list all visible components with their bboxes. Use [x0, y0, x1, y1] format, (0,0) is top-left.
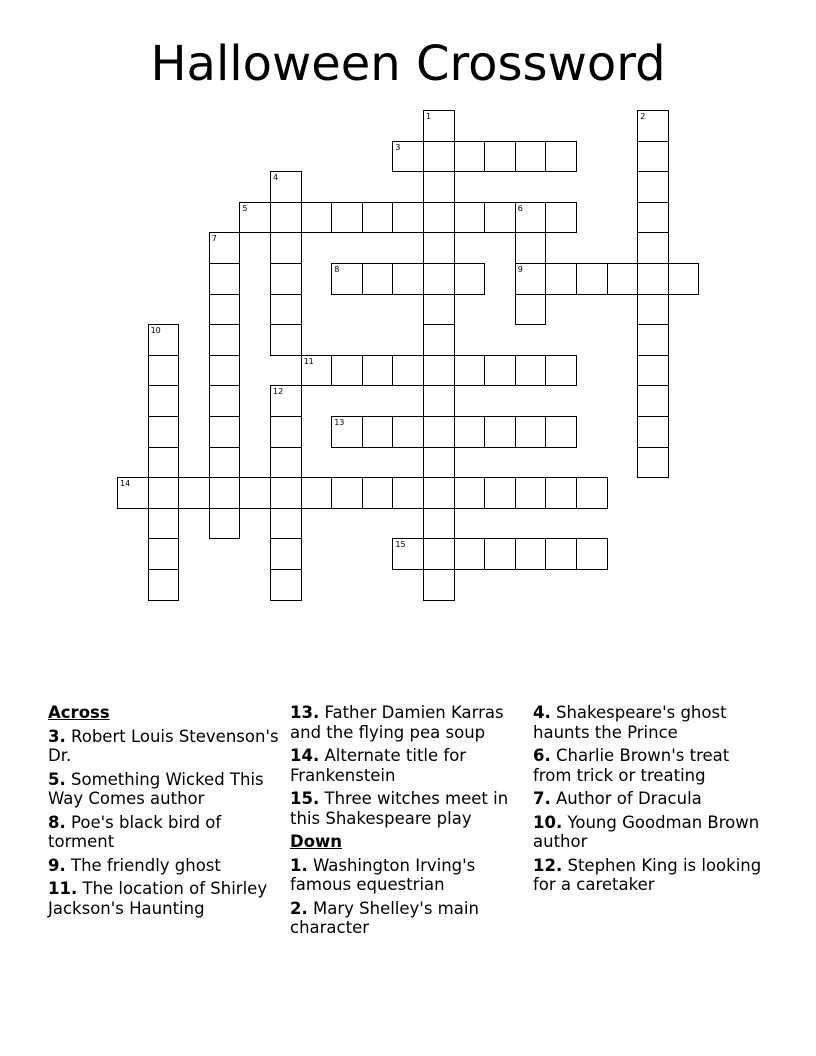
grid-cell[interactable]: [209, 294, 241, 326]
clue-across-14: 14. Alternate title for Frankenstein: [290, 746, 467, 785]
cell-number: 14: [120, 479, 131, 489]
grid-cell[interactable]: [148, 447, 180, 479]
grid-cell[interactable]: [637, 141, 669, 173]
grid-cell[interactable]: [209, 385, 241, 417]
grid-cell[interactable]: [545, 416, 577, 448]
grid-cell[interactable]: [423, 447, 455, 479]
cell-number: 6: [517, 203, 523, 213]
grid-cell[interactable]: [331, 477, 363, 509]
grid-cell[interactable]: [331, 355, 363, 387]
clue-down-1: 1. Washington Irving's famous equestrian: [290, 855, 476, 894]
grid-cell[interactable]: [423, 141, 455, 173]
grid-cell[interactable]: [576, 263, 608, 295]
grid-cell[interactable]: [515, 355, 547, 387]
grid-cell[interactable]: [392, 202, 424, 234]
grid-cell[interactable]: [637, 416, 669, 448]
grid-cell[interactable]: [270, 202, 302, 234]
clues-column-3: [533, 703, 769, 899]
grid-cell[interactable]: [331, 263, 363, 295]
grid-cell[interactable]: [576, 538, 608, 570]
grid-cell[interactable]: [148, 477, 180, 509]
grid-cell[interactable]: [148, 508, 180, 540]
grid-cell[interactable]: [515, 538, 547, 570]
grid-cell[interactable]: [392, 416, 424, 448]
grid-cell[interactable]: [392, 141, 424, 173]
cell-number: 5: [242, 203, 248, 213]
grid-cell[interactable]: [423, 110, 455, 142]
grid-cell[interactable]: [423, 355, 455, 387]
grid-cell[interactable]: [484, 202, 516, 234]
grid-cell[interactable]: [423, 569, 455, 601]
clue-down-6: 6. Charlie Brown's treat from trick or treating: [533, 746, 730, 785]
grid-cell[interactable]: [209, 508, 241, 540]
clue-across-5: 5. Something Wicked This Way Comes author: [48, 769, 264, 808]
grid-cell[interactable]: [423, 508, 455, 540]
grid-cell[interactable]: [239, 477, 271, 509]
page-title: Halloween Crossword: [150, 36, 666, 92]
grid-cell[interactable]: [454, 263, 486, 295]
cell-number: 4: [273, 173, 279, 183]
grid-cell[interactable]: [515, 416, 547, 448]
grid-cell[interactable]: [392, 477, 424, 509]
grid-cell[interactable]: [423, 294, 455, 326]
grid-cell[interactable]: [454, 141, 486, 173]
grid-cell[interactable]: [454, 416, 486, 448]
grid-cell[interactable]: [301, 355, 333, 387]
grid-cell[interactable]: [148, 538, 180, 570]
grid-cell[interactable]: [423, 477, 455, 509]
down-heading: Down: [290, 832, 343, 851]
grid-cell[interactable]: [209, 324, 241, 356]
grid-cell[interactable]: [515, 232, 547, 264]
clue-down-4: 4. Shakespeare's ghost haunts the Prince: [533, 703, 727, 742]
cell-number: 2: [640, 112, 646, 121]
grid-cell[interactable]: [270, 263, 302, 295]
grid-cell[interactable]: [362, 355, 394, 387]
grid-cell[interactable]: [637, 263, 669, 295]
grid-cell[interactable]: [392, 538, 424, 570]
clue-down-7: 7. Author of Dracula: [533, 789, 702, 808]
grid-cell[interactable]: [515, 294, 547, 326]
clue-down-10: 10. Young Goodman Brown author: [533, 812, 760, 851]
grid-cell[interactable]: [484, 416, 516, 448]
grid-cell[interactable]: [668, 263, 700, 295]
grid-cell[interactable]: [209, 355, 241, 387]
grid-cell[interactable]: [148, 569, 180, 601]
cell-number: 7: [211, 234, 217, 244]
grid-cell[interactable]: [270, 477, 302, 509]
grid-cell[interactable]: [423, 232, 455, 264]
grid-cell[interactable]: [515, 477, 547, 509]
grid-cell[interactable]: [484, 141, 516, 173]
grid-cell[interactable]: [545, 141, 577, 173]
grid-cell[interactable]: [637, 294, 669, 326]
grid-cell[interactable]: [484, 355, 516, 387]
across-heading: Across: [48, 703, 110, 722]
cell-number: 1: [426, 112, 432, 121]
grid-cell[interactable]: [209, 447, 241, 479]
grid-cell[interactable]: [423, 385, 455, 417]
grid-cell[interactable]: [637, 355, 669, 387]
grid-cell[interactable]: [423, 538, 455, 570]
grid-cell[interactable]: [270, 508, 302, 540]
clue-across-15: 15. Three witches meet in this Shakespeare play: [290, 789, 509, 828]
clue-down-2: 2. Mary Shelley's main character: [290, 898, 479, 937]
grid-cell[interactable]: [423, 171, 455, 203]
grid-cell[interactable]: [362, 416, 394, 448]
grid-cell[interactable]: [576, 477, 608, 509]
clue-across-3: 3. Robert Louis Stevenson's Dr.: [48, 726, 279, 765]
grid-cell[interactable]: [515, 263, 547, 295]
grid-cell[interactable]: [392, 263, 424, 295]
grid-cell[interactable]: [637, 385, 669, 417]
clue-down-12: 12. Stephen King is looking for a caretaker: [533, 855, 762, 894]
grid-cell[interactable]: [270, 171, 302, 203]
cell-number: 11: [303, 356, 314, 366]
cell-number: 15: [395, 540, 406, 550]
grid-cell[interactable]: [484, 538, 516, 570]
cell-number: 12: [273, 387, 284, 397]
grid-cell[interactable]: [209, 477, 241, 509]
grid-cell[interactable]: [637, 232, 669, 264]
grid-cell[interactable]: [454, 202, 486, 234]
grid-cell[interactable]: [423, 263, 455, 295]
clue-across-11: 11. The location of Shirley Jackson's Haunting: [48, 879, 268, 918]
clues-column-1: [48, 703, 286, 922]
grid-cell[interactable]: [270, 569, 302, 601]
grid-cell[interactable]: [454, 477, 486, 509]
grid-cell[interactable]: [331, 416, 363, 448]
grid-cell[interactable]: [148, 416, 180, 448]
grid-cell[interactable]: [331, 202, 363, 234]
grid-cell[interactable]: [637, 324, 669, 356]
grid-cell[interactable]: [637, 171, 669, 203]
grid-cell[interactable]: [209, 263, 241, 295]
grid-cell[interactable]: [637, 110, 669, 142]
grid-cell[interactable]: [209, 416, 241, 448]
grid-cell[interactable]: [148, 355, 180, 387]
grid-cell[interactable]: [515, 202, 547, 234]
grid-cell[interactable]: [270, 232, 302, 264]
grid-cell[interactable]: [270, 416, 302, 448]
clue-across-13: 13. Father Damien Karras and the flying pea soup: [290, 703, 504, 742]
grid-cell[interactable]: [423, 416, 455, 448]
grid-cell[interactable]: [545, 355, 577, 387]
grid-cell[interactable]: [423, 202, 455, 234]
grid-cell[interactable]: [484, 477, 516, 509]
grid-cell[interactable]: [270, 447, 302, 479]
grid-cell[interactable]: [270, 385, 302, 417]
grid-cell[interactable]: [117, 477, 149, 509]
grid-cell[interactable]: [607, 263, 639, 295]
grid-cell[interactable]: [362, 477, 394, 509]
grid-cell[interactable]: [545, 538, 577, 570]
grid-cell[interactable]: [362, 263, 394, 295]
grid-cell[interactable]: [637, 202, 669, 234]
grid-cell[interactable]: [148, 385, 180, 417]
grid-cell[interactable]: [362, 202, 394, 234]
cell-number: 8: [334, 265, 340, 274]
cell-number: 3: [395, 142, 401, 152]
clue-across-9: 9. The friendly ghost: [48, 855, 221, 875]
grid-cell[interactable]: [515, 141, 547, 173]
grid-cell[interactable]: [423, 324, 455, 356]
grid-cell[interactable]: [301, 477, 333, 509]
grid-cell[interactable]: [270, 538, 302, 570]
grid-cell[interactable]: [270, 324, 302, 356]
grid-cell[interactable]: [545, 202, 577, 234]
grid-cell[interactable]: [637, 447, 669, 479]
cell-number: 13: [334, 418, 345, 427]
grid-cell[interactable]: [454, 538, 486, 570]
cell-number: 9: [517, 265, 523, 274]
grid-cell[interactable]: [545, 477, 577, 509]
grid-cell[interactable]: [545, 263, 577, 295]
grid-cell[interactable]: [148, 324, 180, 356]
grid-cell[interactable]: [178, 477, 210, 509]
grid-cell[interactable]: [392, 355, 424, 387]
clue-across-8: 8. Poe's black bird of torment: [48, 812, 222, 851]
grid-cell[interactable]: [209, 232, 241, 264]
clues-column-2: [290, 703, 526, 942]
grid-cell[interactable]: [270, 294, 302, 326]
cell-number: 10: [150, 326, 161, 336]
grid-cell[interactable]: [301, 202, 333, 234]
grid-cell[interactable]: [239, 202, 271, 234]
grid-cell[interactable]: [454, 355, 486, 387]
